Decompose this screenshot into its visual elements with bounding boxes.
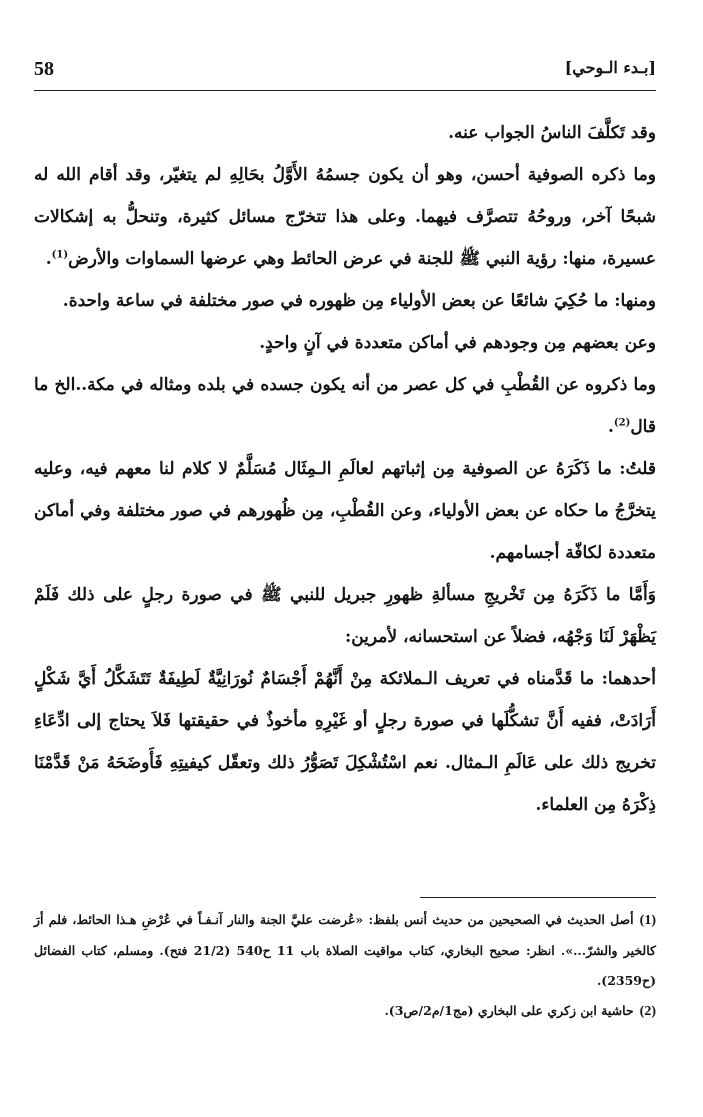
paragraph: وعن بعضهم مِن وجودهم في أماكن متعددة في آنٍ واحدٍ. bbox=[259, 333, 656, 353]
paragraph: وما ذكره الصوفية أحسن، وهو أن يكون جسمُهُ الأَوَّلُ بحَالِهِ لم يتغيّر، وقد أقام الله له شبحًا آخر، وروحُهُ تتصرَّف فيهما. وعلى هذا تتخرّج مسائل كثيرة، وتنحلُّ به إشكالات عسيرة، منها: رؤية النبي ﷺ للجنة في عرض الحائط وهي عرضها السماوات والأرض$^{(1)}$. bbox=[34, 165, 656, 269]
footnote-mark: (1) bbox=[51, 249, 69, 261]
running-title: [بـدء الـوحي] bbox=[564, 58, 656, 77]
paragraph: أحدهما: ما قَدَّمناه في تعريف الـملائكة مِنْ أَنَّهُمْ أَجْسَامٌ نُورَانِيَّةٌ لَطِيفَةٌ تَتَشَكَّلُ أَيَّ شَكْلٍ أَرَادَتْ، ففيه أَنَّ تشكُّلَها في صورة رجلٍ أو غَيْرِهِ مأخوذٌ في حقيقتها فَلاَ يحتاج إلى ادِّعَاءِ تخريج ذلك على عَالَمِ الـمثال. نعم اسْتُشْكِلَ تَصَوُّرُ ذلك وتعقّل كيفيتِهِ فَأَوضَحَهُ مَنْ قَدَّمْنَا ذِكْرَهُ مِن العلماء. bbox=[34, 669, 656, 815]
paragraph: وما ذكروه عن القُطْبِ في كل عصر من أنه يكون جسده في بلده ومثاله في مكة..الخ ما قال$^{(2)}$. bbox=[34, 375, 656, 437]
page-number: 58 bbox=[34, 58, 54, 80]
footnotes bbox=[34, 905, 656, 1027]
footnote-mark: (2) bbox=[613, 417, 631, 429]
body-text bbox=[34, 112, 656, 826]
footnote-number: (2) bbox=[639, 1004, 656, 1019]
paragraph: ومنها: ما حُكِيَ شائعًا عن بعض الأولياء مِن ظهوره في صور مختلفة في ساعة واحدة. bbox=[62, 291, 656, 311]
paragraph: قلتُ: ما ذَكَرَهُ عن الصوفية مِن إثباتهم لعالَمِ الـمِثَال مُسَلَّمٌ لا كلام لنا معهم فيه، وعليه يتخرَّجُ ما حكاه عن بعض الأولياء، وعن القُطْبِ، مِن ظُهورهم في صور مختلفة وفي أماكن متعددة لكافّة أجسامهم. bbox=[34, 459, 656, 563]
paragraph: وَأَمَّا ما ذَكَرَهُ مِن تَخْريجِ مسألةِ ظهورِ جبريل للنبي ﷺ في صورة رجلٍ على ذلك فَلَمْ يَظْهَرْ لَنَا وَجْهُه، فضلاً عن استحسانه، لأمرين: bbox=[34, 585, 656, 647]
footnote bbox=[34, 905, 656, 996]
footnote-number: (1) bbox=[639, 913, 656, 928]
footnote-divider bbox=[420, 897, 656, 898]
footnote bbox=[34, 996, 656, 1027]
footnote-text: أصل الحديث في الصحيحين من حديث أنس بلفظ: «عُرضت عليَّ الجنة والنار آنـفـاً في عُرْضِ هـذا الحائط، فلم أرَ كالخير والشرّ...». انظر: صحيح البخاري، كتاب مواقيت الصلاة باب 11 ح540 (21/2 فتح). ومسلم، كتاب الفضائل (ح2359). bbox=[34, 912, 656, 988]
page-header bbox=[34, 56, 656, 92]
header-divider bbox=[34, 90, 656, 91]
footnote-text: حاشية ابن زكري على البخاري (مج1/م2/ص3). bbox=[384, 1003, 634, 1018]
paragraph: وقد تَكلَّفَ الناسُ الجواب عنه. bbox=[448, 123, 656, 143]
